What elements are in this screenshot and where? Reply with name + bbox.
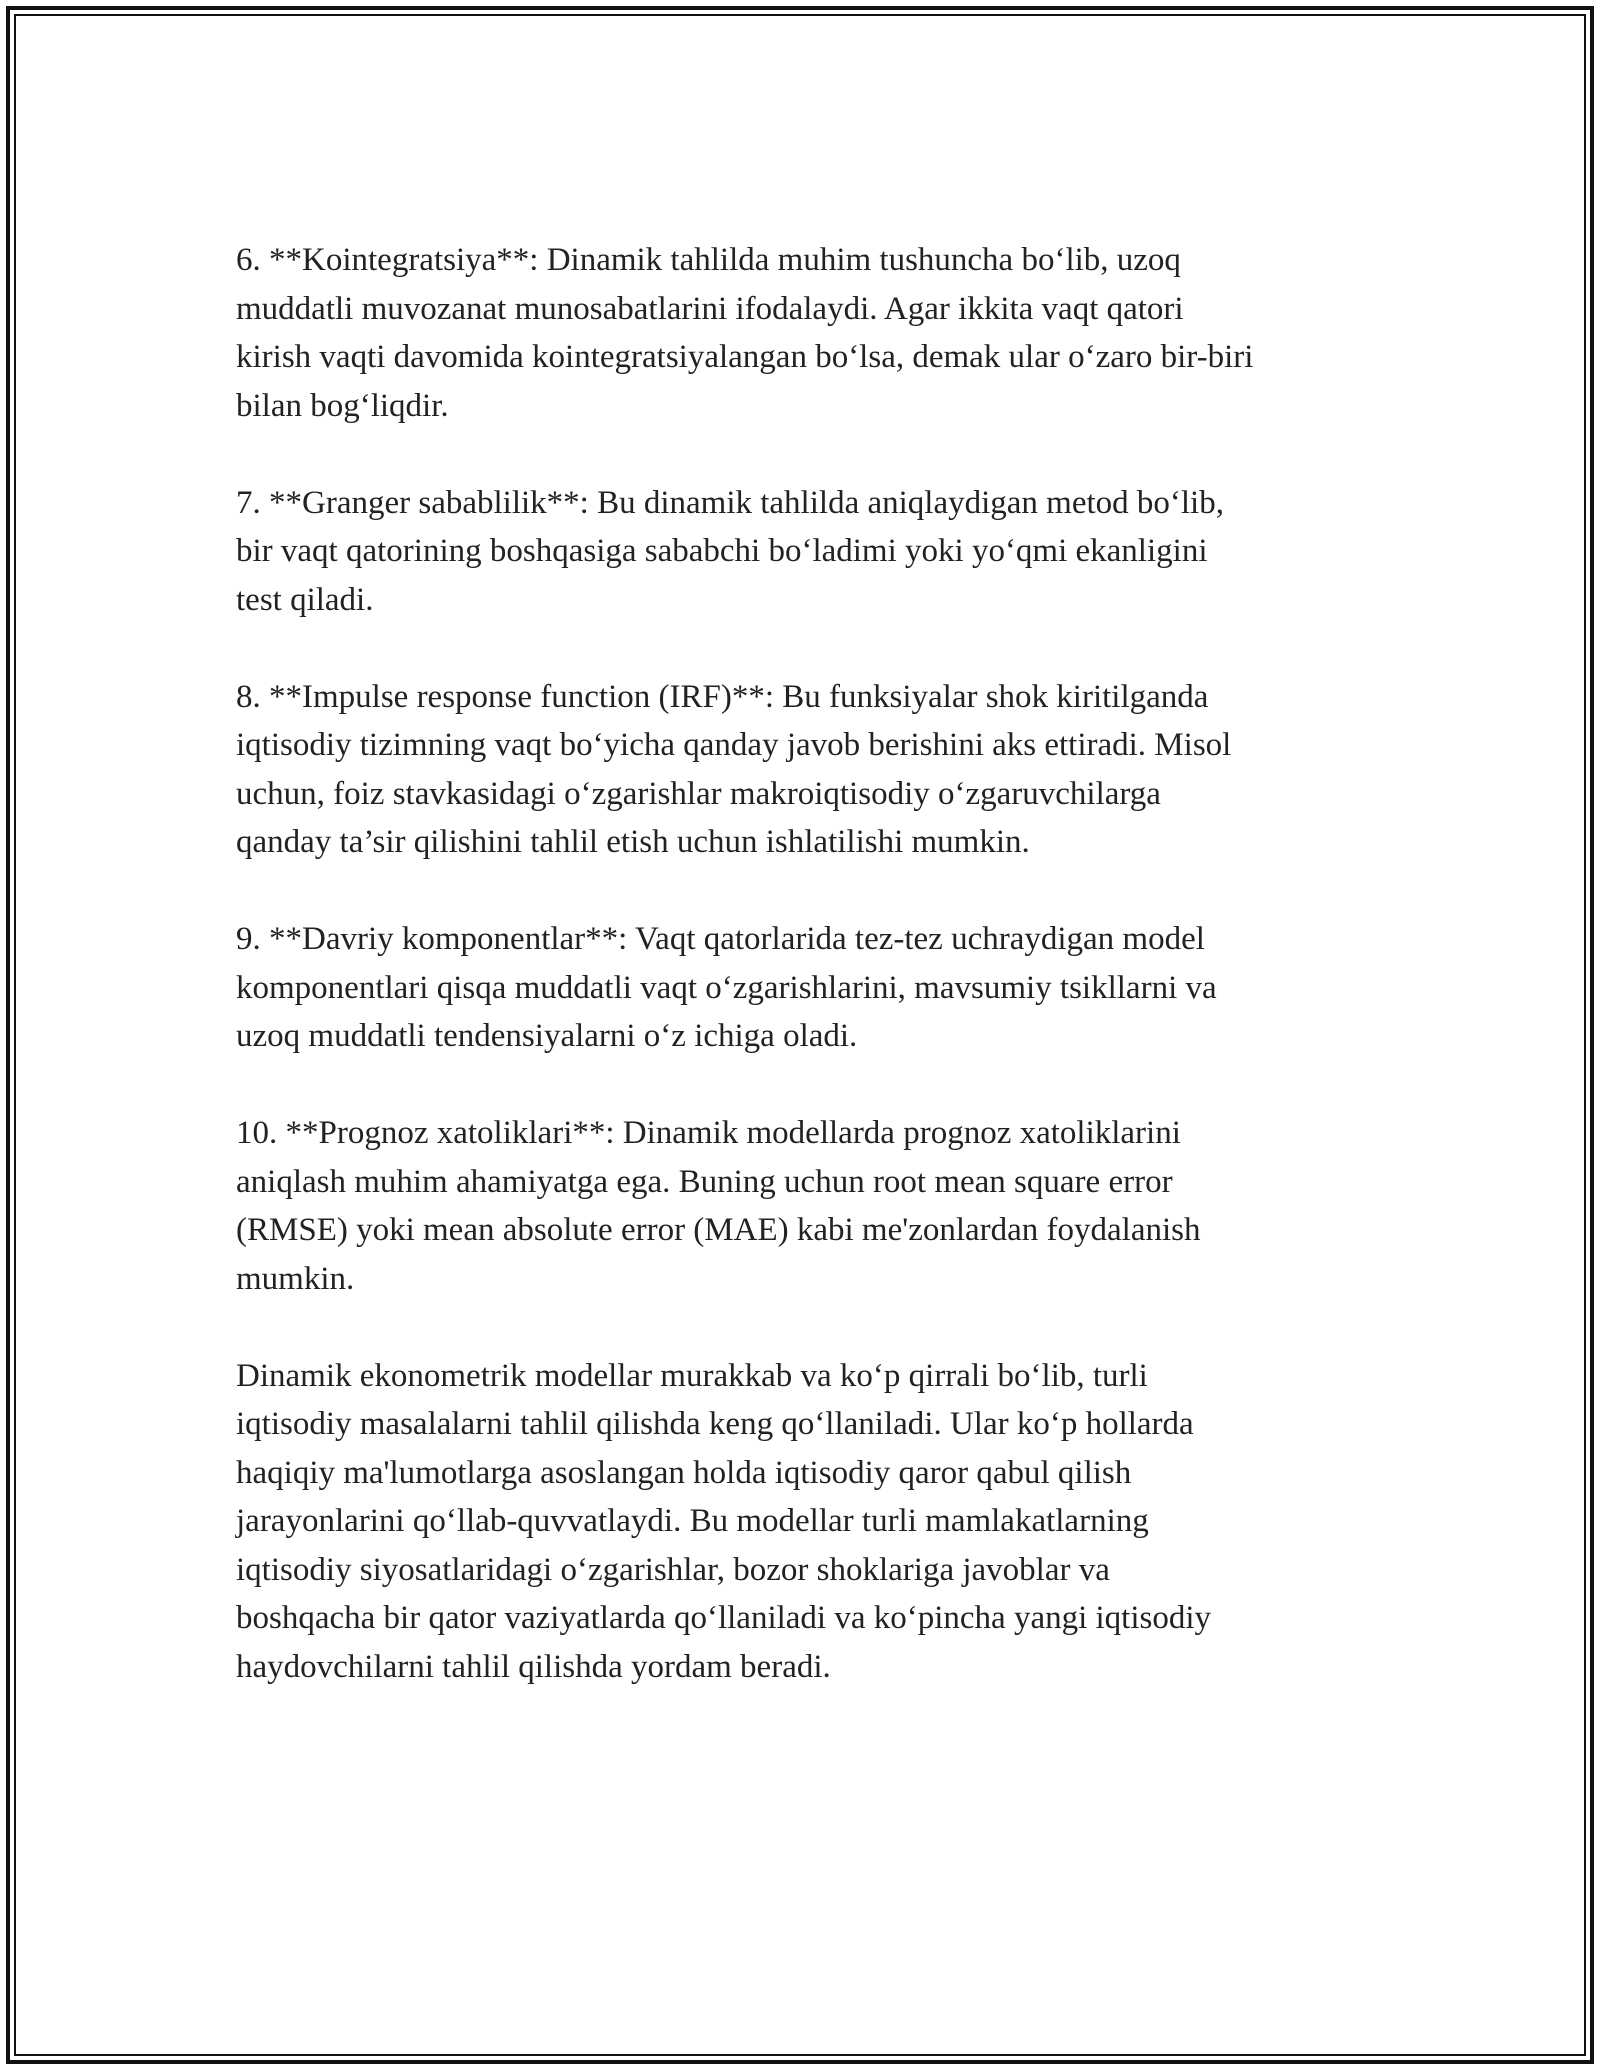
- paragraph-granger-sabablilik: 7. **Granger sabablilik**: Bu dinamik tahlilda aniqlaydigan metod bo‘lib, bir vaqt qatorining boshqasiga sababchi bo‘ladimi yoki yo‘qmi ekanligini test qiladi.: [236, 484, 1224, 618]
- paragraph-prognoz-xatoliklari: 10. **Prognoz xatoliklari**: Dinamik modellarda prognoz xatoliklarini aniqlash muhim ahamiyatga ega. Buning uchun root mean square error (RMSE) yoki mean absolute error (MAE) kabi me'zonlardan foydalanish mumkin.: [236, 1115, 1201, 1297]
- paragraph-impulse-response-function: 8. **Impulse response function (IRF)**: Bu funksiyalar shok kiritilganda iqtisodiy tizimning vaqt bo‘yicha qanday javob berishini aks ettiradi. Misol uchun, foiz stavkasidagi o‘zgarishlar makroiqtisodiy o‘zgaruvchilarga qanday ta’sir qilishini tahlil etish uchun ishlatilishi mumkin.: [236, 678, 1232, 860]
- paragraph-davriy-komponentlar: 9. **Davriy komponentlar**: Vaqt qatorlarida tez-tez uchraydigan model komponentlari qisqa muddatli vaqt o‘zgarishlarini, mavsumiy tsikllarni va uzoq muddatli tendensiyalarni o‘z ichiga oladi.: [236, 921, 1217, 1054]
- paragraph-conclusion: Dinamik ekonometrik modellar murakkab va ko‘p qirrali bo‘lib, turli iqtisodiy masalalarni tahlil qilishda keng qo‘llaniladi. Ular ko‘p hollarda haqiqiy ma'lumotlarga asoslangan holda iqtisodiy qaror qabul qilish jarayonlarini qo‘llab-quvvatlaydi. Bu modellar turli mamlakatlarning iqtisodiy siyosatlaridagi o‘zgarishlar, bozor shoklariga javoblar va boshqacha bir qator vaziyatlarda qo‘llaniladi va ko‘pincha yangi iqtisodiy haydovchilarni tahlil qilishda yordam beradi.: [236, 1357, 1212, 1685]
- paragraph-kointegratsiya: 6. **Kointegratsiya**: Dinamik tahlilda muhim tushuncha bo‘lib, uzoq muddatli muvozanat munosabatlarini ifodalaydi. Agar ikkita vaqt qatori kirish vaqti davomida kointegratsiyalangan bo‘lsa, demak ular o‘zaro bir-biri bilan bog‘liqdir.: [236, 242, 1254, 424]
- document-body: [236, 236, 1376, 1691]
